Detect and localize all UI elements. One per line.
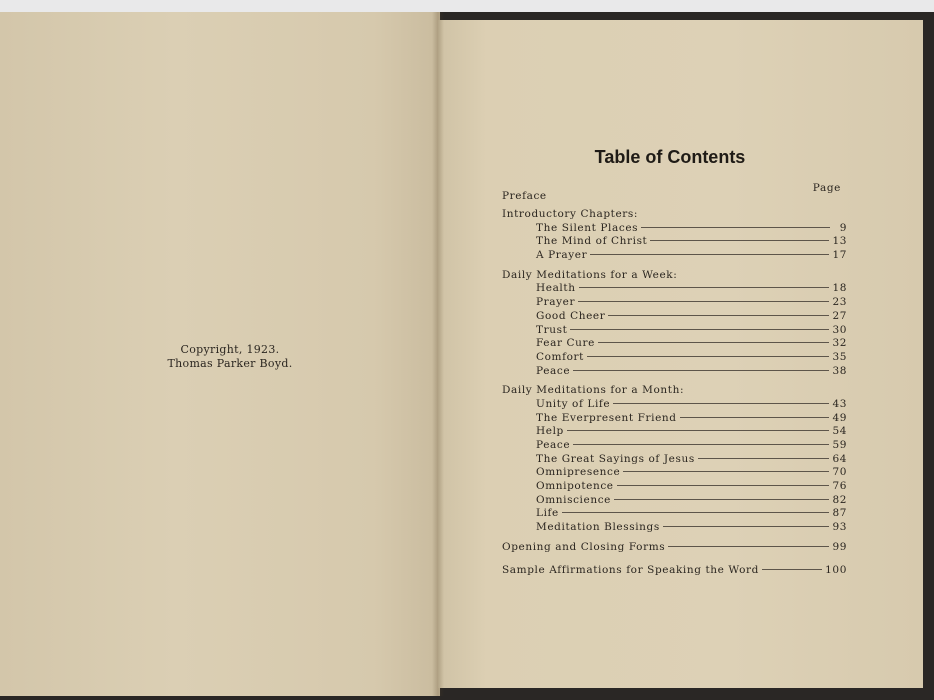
toc-entry-title: Omnipotence — [536, 480, 614, 493]
copyright-notice — [140, 343, 320, 371]
toc-entry-page: 18 — [832, 282, 847, 295]
toc-entry-title: Omniscience — [536, 493, 611, 506]
toc-entry-page: 9 — [839, 221, 847, 234]
toc-entry — [502, 398, 847, 412]
toc-section-heading: Daily Meditations for a Month: — [502, 384, 685, 397]
toc-entry — [502, 439, 847, 453]
toc-entry-page: 35 — [832, 350, 847, 363]
toc-leader-line — [567, 430, 830, 431]
toc-entry-title: The Silent Places — [536, 221, 639, 234]
toc-leader-line — [623, 471, 829, 472]
toc-entry-page: 59 — [832, 439, 847, 451]
toc-entry-title: Opening and Closing Forms — [502, 540, 666, 553]
toc-entry — [502, 453, 847, 467]
toc-section-heading: Daily Meditations for a Week: — [502, 268, 678, 281]
toc-leader-line — [641, 227, 830, 228]
page-column-label: Page — [812, 182, 841, 194]
toc-entry — [502, 564, 847, 581]
toc-entry-page: 100 — [825, 563, 847, 576]
toc-entry-page: 54 — [832, 425, 847, 438]
toc-entry-page: 99 — [832, 540, 847, 553]
toc-entry-page: 30 — [832, 323, 847, 336]
toc-entry-page: 38 — [832, 364, 847, 377]
toc-entry-title: Sample Affirmations for Speaking the Word — [502, 563, 759, 576]
toc-section — [502, 384, 847, 535]
toc-entry — [502, 235, 847, 249]
toc-entry-title: Life — [536, 507, 559, 520]
toc-entry — [502, 466, 847, 480]
toc-entry-page: 27 — [832, 309, 847, 322]
toc-entry — [502, 425, 847, 439]
toc-leader-line — [579, 287, 830, 288]
toc-entry — [502, 365, 847, 379]
toc-entry-title: A Prayer — [536, 249, 588, 262]
toc-section — [502, 269, 847, 379]
preface-label: Preface — [502, 190, 547, 202]
toc-section — [502, 208, 847, 263]
toc-entry — [502, 324, 847, 338]
toc-leader-line — [562, 512, 830, 513]
toc-entry-title: The Great Sayings of Jesus — [536, 452, 695, 465]
toc-leader-line — [650, 240, 829, 241]
toc-entry — [502, 351, 847, 365]
toc-entry — [502, 310, 847, 324]
book-gutter — [432, 12, 444, 696]
toc-entry-page: 13 — [832, 235, 847, 248]
toc-entry-page: 64 — [832, 452, 847, 465]
toc-entry-title: Prayer — [536, 296, 576, 309]
table-of-contents — [502, 180, 847, 581]
toc-leader-line — [598, 342, 829, 343]
toc-entry-title: Good Cheer — [536, 309, 606, 322]
toc-entry-title: The Everpresent Friend — [536, 411, 677, 424]
toc-entry-page: 82 — [832, 493, 847, 506]
copyright-year: Copyright, 1923. — [180, 343, 280, 356]
toc-leader-line — [663, 526, 830, 527]
toc-entry-title: Health — [536, 282, 576, 295]
page-title: Table of Contents — [594, 147, 746, 167]
toc-entry-page: 49 — [832, 411, 847, 424]
toc-entry-page: 93 — [832, 521, 847, 534]
toc-entry — [502, 412, 847, 426]
toc-entry — [502, 222, 847, 236]
toc-entry — [502, 507, 847, 521]
toc-entry-title: Omnipresence — [536, 466, 621, 479]
toc-leader-line — [573, 370, 829, 371]
toc-entry-title: Fear Cure — [536, 337, 595, 350]
toc-entry — [502, 494, 847, 508]
toc-entry-title: Comfort — [536, 350, 584, 363]
toc-leader-line — [608, 315, 829, 316]
toc-entry-page: 87 — [832, 507, 847, 520]
toc-entry-title: Help — [536, 425, 564, 438]
toc-leader-line — [573, 444, 829, 445]
toc-leader-line — [570, 329, 829, 330]
toc-leader-line — [762, 569, 822, 570]
toc-leader-line — [614, 499, 829, 500]
toc-entry-page: 17 — [832, 249, 847, 262]
toc-entry — [502, 282, 847, 296]
toc-leader-line — [698, 458, 830, 459]
toc-leader-line — [590, 254, 829, 255]
toc-entry — [502, 249, 847, 263]
toc-leader-line — [680, 417, 830, 418]
toc-leader-line — [668, 546, 829, 547]
toc-header — [502, 180, 847, 202]
toc-entry-page: 76 — [832, 480, 847, 493]
toc-entry — [502, 480, 847, 494]
toc-leader-line — [587, 356, 829, 357]
toc-entry-title: Unity of Life — [536, 397, 611, 410]
toc-leader-line — [578, 301, 829, 302]
toc-entry-page: 43 — [832, 397, 847, 410]
toc-leader-line — [617, 485, 830, 486]
toc-entry — [502, 296, 847, 310]
toc-entry-title: Meditation Blessings — [536, 521, 660, 534]
toc-entry-page: 70 — [832, 466, 847, 479]
toc-section-heading: Introductory Chapters: — [502, 208, 639, 220]
toc-entry — [502, 337, 847, 351]
toc-leader-line — [613, 403, 829, 404]
toc-entry-page: 23 — [832, 296, 847, 309]
toc-entry-page: 32 — [832, 337, 847, 350]
copyright-author: Thomas Parker Boyd. — [167, 357, 293, 370]
toc-entry — [502, 521, 847, 535]
toc-entry — [502, 541, 847, 558]
toc-entry-title: Peace — [536, 439, 571, 451]
toc-entry-title: The Mind of Christ — [536, 235, 648, 248]
toc-entry-title: Trust — [536, 323, 568, 336]
toc-entry-title: Peace — [536, 364, 571, 377]
